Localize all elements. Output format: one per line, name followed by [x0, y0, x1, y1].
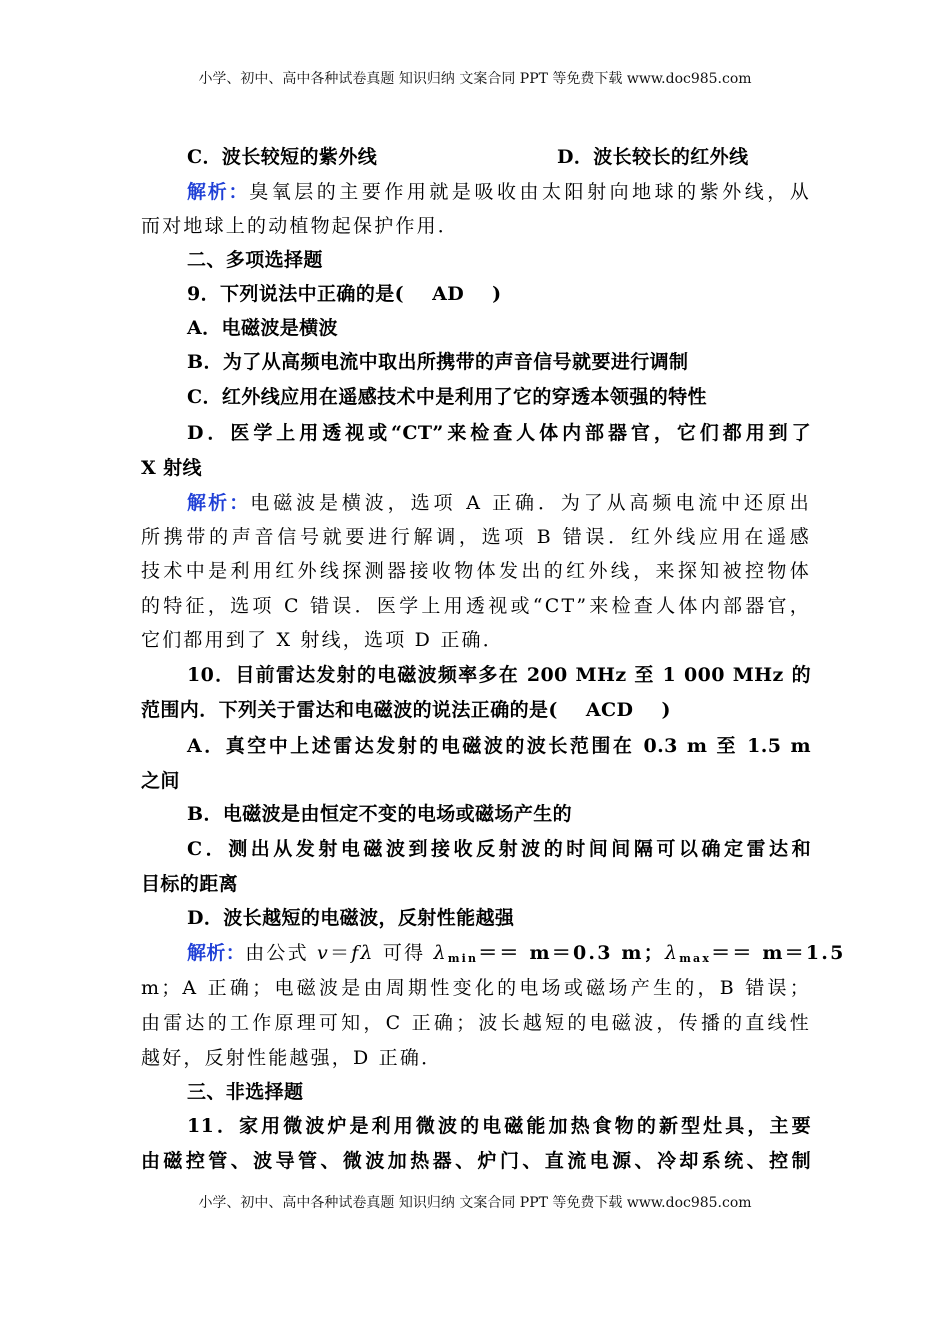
q10-stem-line-2: 范围内．下列关于雷达和电磁波的说法正确的是( ACD )	[141, 699, 671, 721]
q10-option-b: B．电磁波是由恒定不变的电场或磁场产生的	[187, 803, 573, 825]
q10-analysis-line-4: 越好，反射性能越强，D 正确．	[141, 1047, 443, 1069]
q8-analysis-line-1: 解析：臭氧层的主要作用就是吸收由太阳射向地球的紫外线，从	[187, 181, 811, 203]
subscript-max: max	[679, 952, 712, 965]
analysis-label: 解析：	[187, 181, 250, 203]
q10-option-d: D．波长越短的电磁波，反射性能越强	[187, 907, 515, 929]
symbol-v: v	[317, 942, 330, 964]
q9-analysis-line-3: 技术中是利用红外线探测器接收物体发出的红外线，来探知被控物体	[141, 560, 811, 582]
q9-analysis-line-4: 的特征，选项 C 错误．医学上用透视或“CT”来检查人体内部器官，	[141, 595, 811, 617]
q9-stem: 9．下列说法中正确的是( AD )	[187, 283, 502, 305]
q10-analysis-line-3: 由雷达的工作原理可知，C 正确；波长越短的电磁波，传播的直线性	[141, 1012, 811, 1034]
page-header: 小学、初中、高中各种试卷真题 知识归纳 文案合同 PPT 等免费下载 www.doc985.com	[198, 71, 752, 87]
section-2-title: 二、多项选择题	[187, 249, 323, 271]
q11-stem-line-2: 由磁控管、波导管、微波加热器、炉门、直流电源、冷却系统、控制	[141, 1150, 811, 1172]
q9-option-b: B．为了从高频电流中取出所携带的声音信号就要进行调制	[187, 351, 689, 373]
page-footer: 小学、初中、高中各种试卷真题 知识归纳 文案合同 PPT 等免费下载 www.doc985.com	[198, 1195, 752, 1211]
q9-analysis-line-2: 所携带的声音信号就要进行解调，选项 B 错误．红外线应用在遥感	[141, 526, 811, 548]
symbol-lambda-max: λ	[664, 942, 680, 964]
q9-option-d-line-1: D．医学上用透视或“CT”来检查人体内部器官，它们都用到了	[187, 422, 811, 444]
symbol-f: f	[351, 942, 361, 964]
q10-option-c-line-2: 目标的距离	[141, 873, 239, 895]
q10-option-c-line-1: C．测出从发射电磁波到接收反射波的时间间隔可以确定雷达和	[187, 838, 811, 860]
subscript-min: min	[447, 952, 479, 965]
q8-options-row	[187, 144, 811, 170]
q9-analysis-line-1: 解析：电磁波是横波，选项 A 正确．为了从高频电流中还原出	[187, 492, 811, 514]
analysis-label: 解析：	[187, 492, 251, 514]
q10-stem-line-1: 10．目前雷达发射的电磁波频率多在 200 MHz 至 1 000 MHz 的	[187, 664, 811, 686]
q9-option-d-line-2: X 射线	[141, 457, 202, 479]
q10-analysis-line-1: 解析：由公式 v＝fλ 可得 $\lambda_{min}== m=0.3$ m；$\lambda_{max}== m=1.5$	[187, 942, 846, 965]
symbol-lambda-min: λ	[433, 942, 448, 964]
q9-option-a: A．电磁波是横波	[187, 317, 338, 339]
symbol-lambda: λ	[360, 942, 375, 964]
q8-option-d: D．波长较长的红外线	[557, 146, 749, 168]
q11-stem-line-1: 11．家用微波炉是利用微波的电磁能加热食物的新型灶具，主要	[187, 1115, 811, 1137]
section-3-title: 三、非选择题	[187, 1081, 304, 1103]
analysis-label: 解析：	[187, 942, 246, 964]
q10-option-a-line-1: A．真空中上述雷达发射的电磁波的波长范围在 0.3 m 至 1.5 m	[187, 735, 811, 757]
q10-option-a-line-2: 之间	[141, 770, 180, 792]
q9-option-c: C．红外线应用在遥感技术中是利用了它的穿透本领强的特性	[187, 386, 707, 408]
q10-analysis-line-2: m；A 正确；电磁波是由周期性变化的电场或磁场产生的，B 错误；	[141, 977, 811, 999]
q9-analysis-line-5: 它们都用到了 X 射线，选项 D 正确．	[141, 629, 504, 651]
q8-option-c: C．波长较短的紫外线	[187, 146, 378, 168]
q8-analysis-line-2: 而对地球上的动植物起保护作用．	[141, 215, 460, 237]
